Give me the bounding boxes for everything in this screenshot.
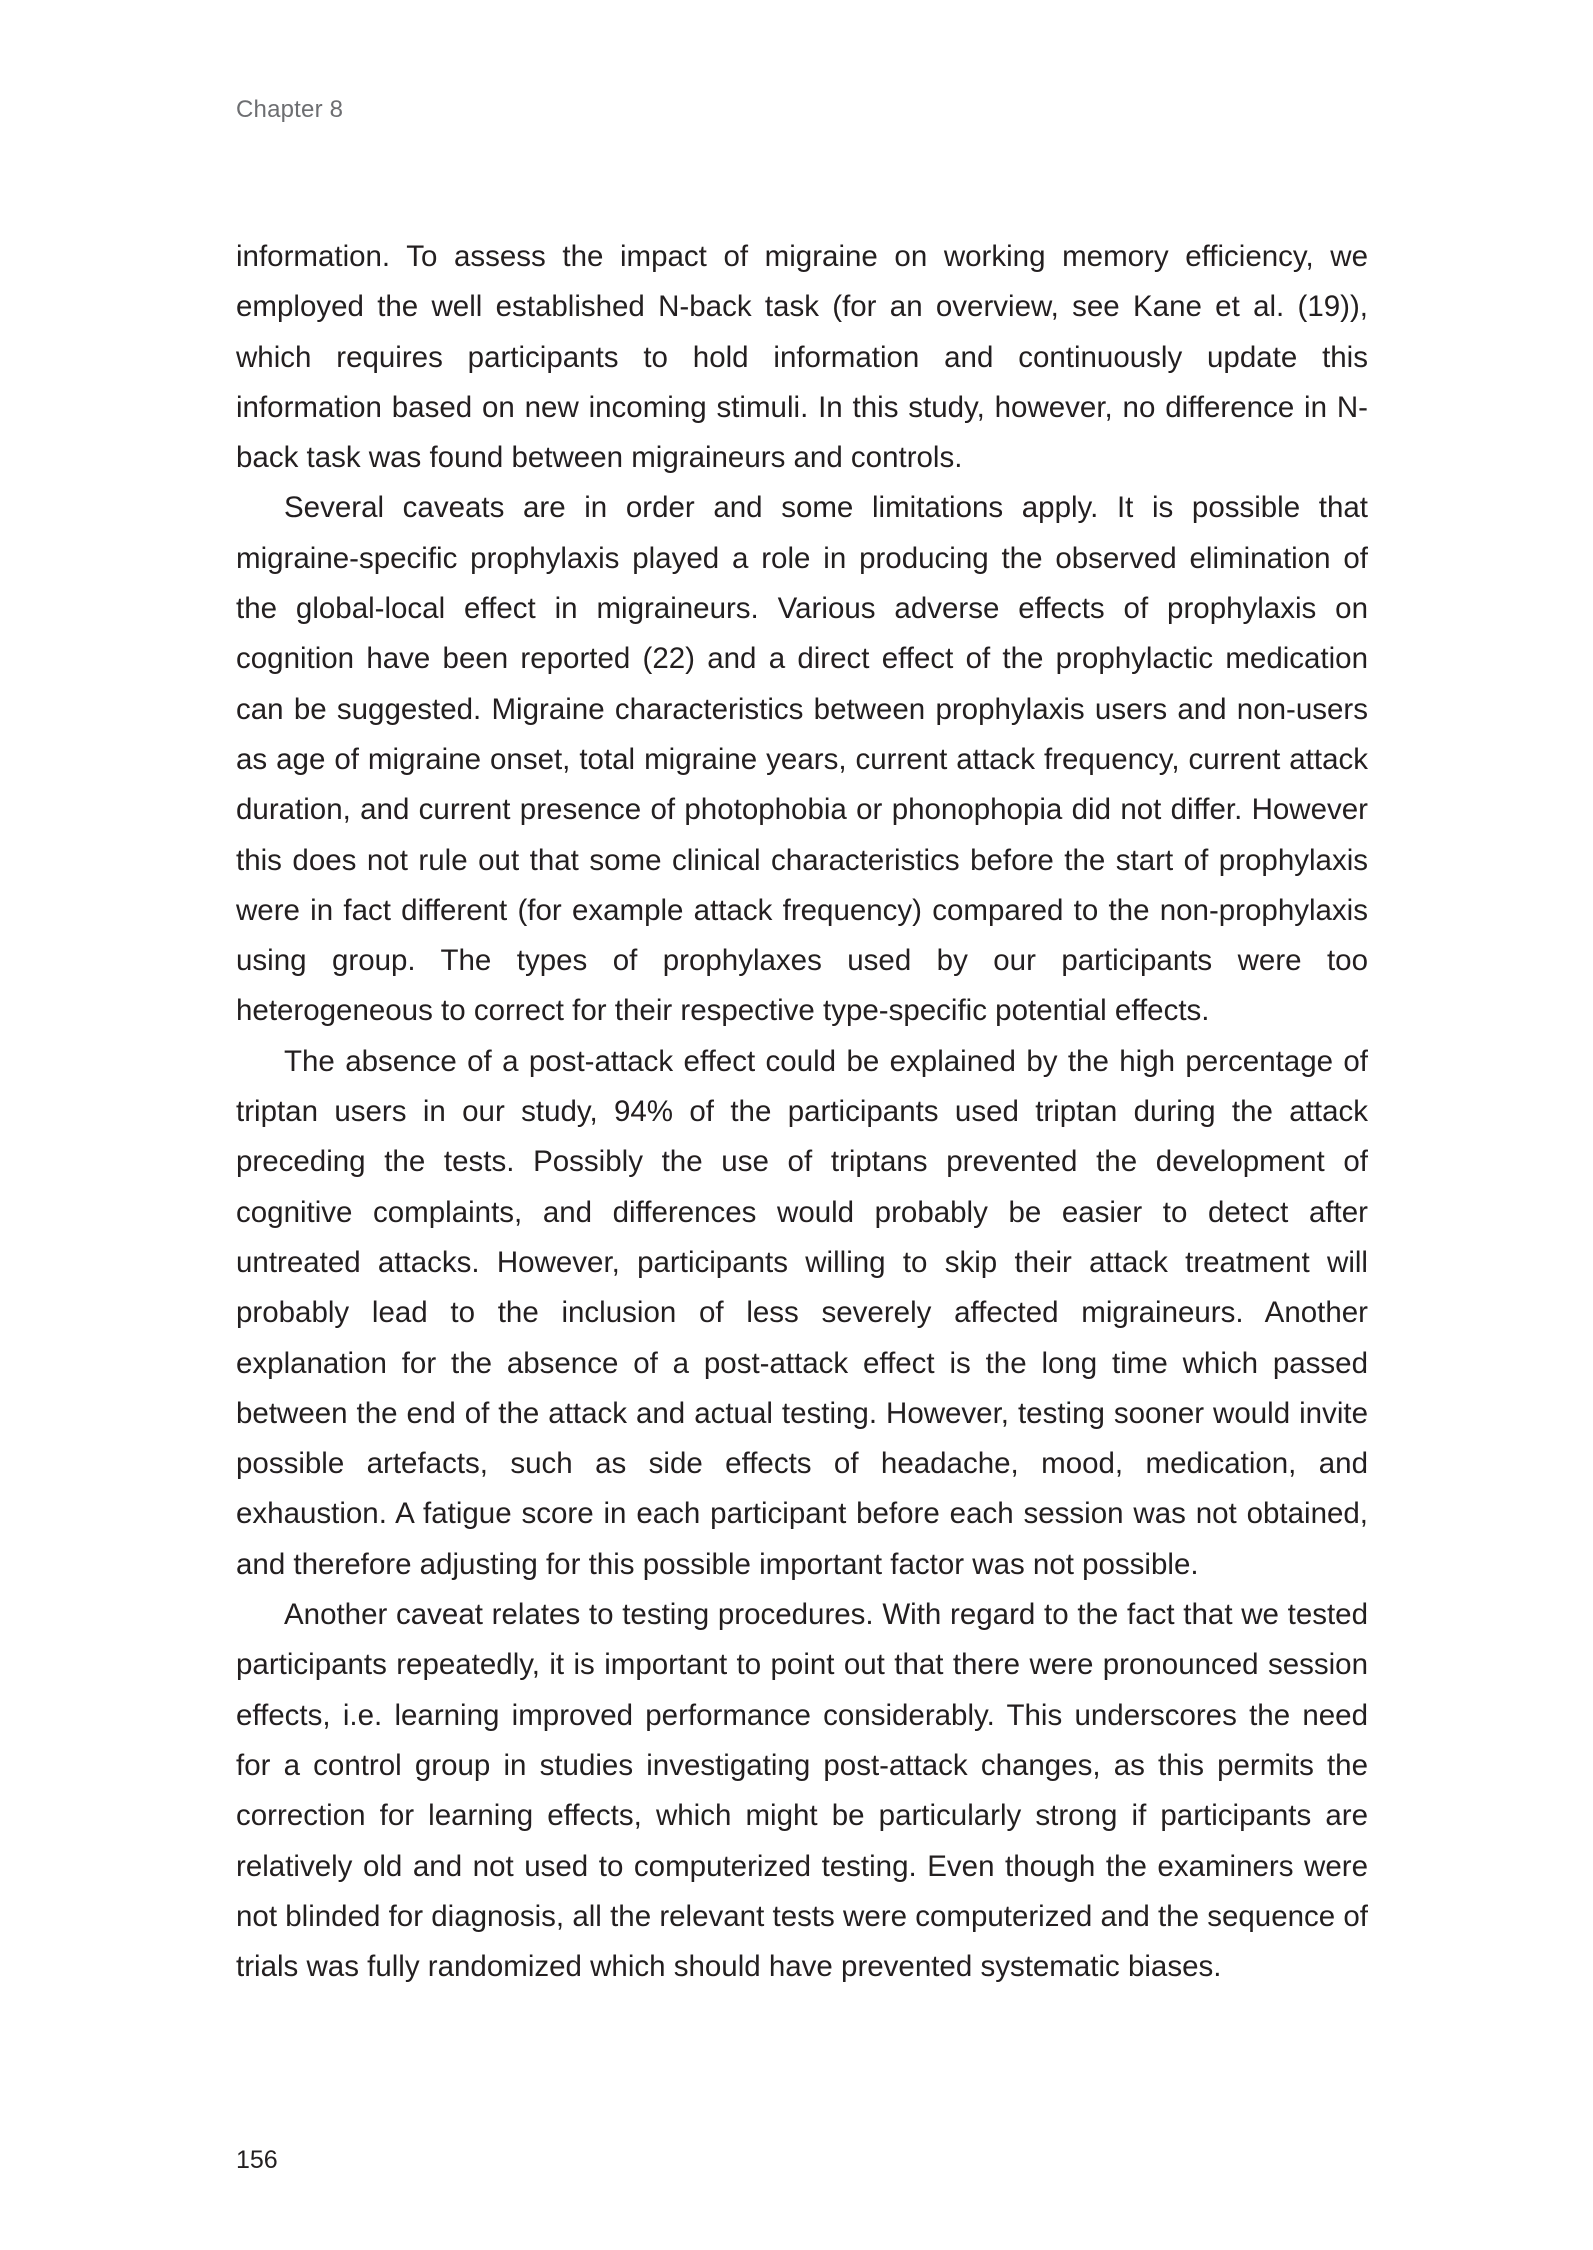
page-number: 156 xyxy=(236,2146,278,2174)
paragraph-continuation: information. To assess the impact of migraine on working memory efficiency, we employed the well established N-back task (for an overview, see Kane et al. (19)), which requires participants to hold information and continuously update this information based on new incoming stimuli. In this study, however, no difference in N-back task was found between migraineurs and controls. xyxy=(236,240,1368,475)
paragraph-caveats: Several caveats are in order and some limitations apply. It is possible that migraine-specific prophylaxis played a role in producing the observed elimination of the global-local effect in migraineurs. Various adverse effects of prophylaxis on cognition have been reported (22) and a direct effect of the prophylactic medication can be suggested. Migraine characteristics between prophylaxis users and non-users as age of migraine onset, total migraine years, current attack frequency, current attack duration, and current presence of photophobia or phonophopia did not differ. However this does not rule out that some clinical characteristics before the start of prophylaxis were in fact different (for example attack frequency) compared to the non-prophylaxis using group. The types of prophylaxes used by our participants were too heterogeneous to correct for their respective type-specific potential effects. xyxy=(236,491,1368,1028)
paragraph-testing-procedures: Another caveat relates to testing procedures. With regard to the fact that we tested participants repeatedly, it is important to point out that there were pronounced session effects, i.e. learning improved performance considerably. This underscores the need for a control group in studies investigating post-attack changes, as this permits the correction for learning effects, which might be particularly strong if participants are relatively old and not used to computerized testing. Even though the examiners were not blinded for diagnosis, all the relevant tests were computerized and the sequence of trials was fully randomized which should have prevented systematic biases. xyxy=(236,1598,1368,1984)
paragraph-post-attack-effect: The absence of a post-attack effect could be explained by the high percentage of triptan users in our study, 94% of the participants used triptan during the attack preceding the tests. Possibly the use of triptans prevented the development of cognitive complaints, and differences would probably be easier to detect after untreated attacks. However, participants willing to skip their attack treatment will probably lead to the inclusion of less severely affected migraineurs. Another explanation for the absence of a post-attack effect is the long time which passed between the end of the attack and actual testing. However, testing sooner would invite possible artefacts, such as side effects of headache, mood, medication, and exhaustion. A fatigue score in each participant before each session was not obtained, and therefore adjusting for this possible important factor was not possible. xyxy=(236,1044,1368,1581)
body-text xyxy=(236,232,1368,1992)
running-head: Chapter 8 xyxy=(236,96,344,123)
